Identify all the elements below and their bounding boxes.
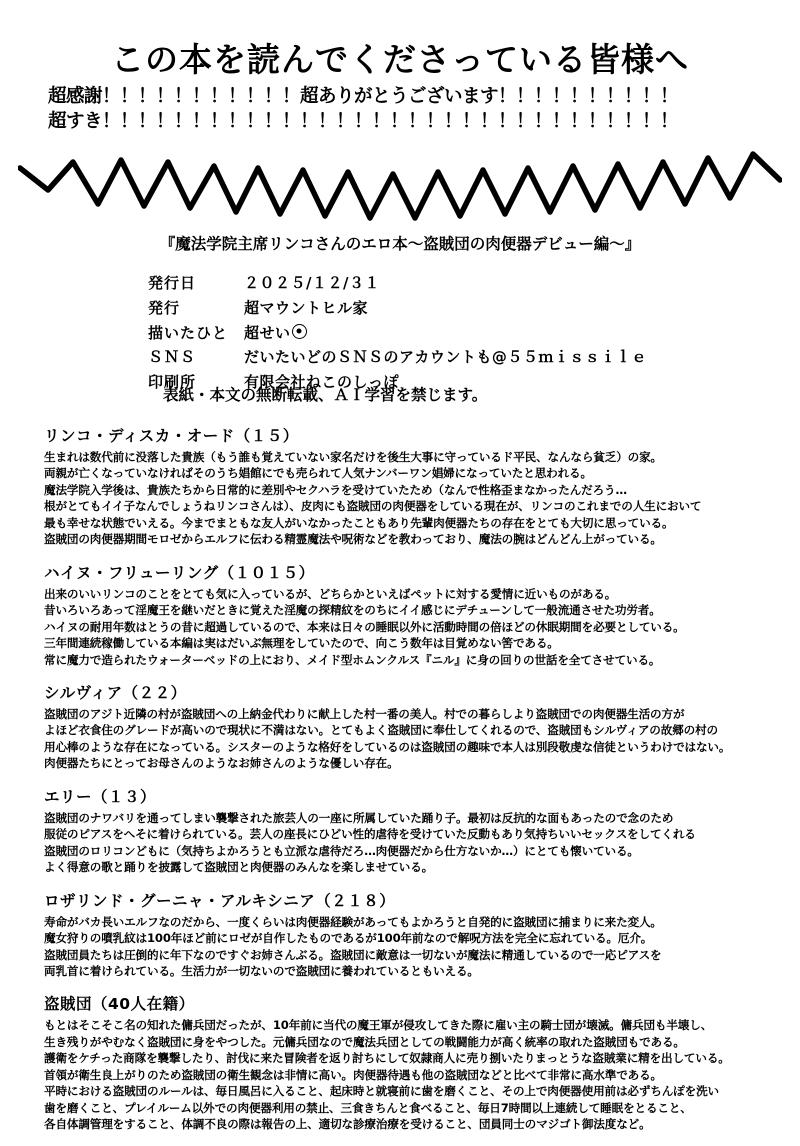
thanks-line-2: 超すき！！！！！！！！！！！！！！！！！！！！！！！！！！！！！！！！	[48, 111, 679, 133]
colophon-label: ＳＮＳ	[148, 348, 197, 367]
profile-body	[44, 449, 760, 548]
profile-body	[44, 810, 760, 876]
colophon-value: 超マウントヒル家	[244, 298, 369, 317]
profile-name: リンコ・ディスカ・オード（１５）	[44, 427, 299, 445]
profile-line: 盗賊団のナワバリを通ってしまい襲撃された旅芸人の一座に所属していた踊り子。最初は反抗的な面もあったので念のため	[44, 810, 674, 825]
colophon-label: 発行	[148, 298, 181, 317]
profile-bandit-group	[44, 992, 760, 1132]
profile-line: 常に魔力で造られたウォーターベッドの上におり、メイド型ホムンクルス『ニル』に身の回りの世話を全てさせている。	[44, 652, 661, 667]
colophon-label: 印刷所	[148, 373, 197, 392]
profile-line: 各自体調管理をすること、体調不良の際は報告の上、適切な診療治療を受けること、団員同士のマジゴト御法度など。	[44, 1117, 651, 1132]
profile-line: 用心棒のような存在になっている。シスターのような格好をしているのは盗賊団の趣味で本人は別段敬虔な信徒というわけではない。	[44, 739, 731, 754]
profile-line: よく得意の歌と踊りを披露して盗賊団と肉便器のみんなを楽しませている。	[44, 860, 434, 875]
squiggle-divider-icon	[18, 132, 782, 227]
colophon-value: だいたいどのＳＮＳのアカウントも@５５ｍｉｓｓｉｌｅ	[244, 348, 647, 367]
colophon-row	[148, 346, 647, 371]
profile-line: 肉便器たちにとってお母さんのようなお姉さんのような優しい存在。	[44, 756, 399, 771]
profile-name: ロザリンド・グーニャ・アルキシニア（２１８）	[44, 891, 396, 910]
profile-name: ハイヌ・フリューリング（１０１５）	[44, 563, 315, 582]
profile-line: 両親が亡くなっていなければそのうち娼館にでも売られて人気ナンバーワン娼婦になっていたと思われる。	[44, 466, 592, 481]
profile-line: よほど衣食住のグレードが高いので現状に不満はない。とてもよく盗賊団に奉仕してくれるので、盗賊団もシルヴィアの故郷の村の	[44, 723, 718, 738]
profile-line: 盗賊団のアジト近隣の村が盗賊団への上納金代わりに献上した村一番の美人。村での暮らしより盗賊団での肉便器生活の方が	[44, 706, 685, 721]
profile-body	[44, 1017, 760, 1132]
profile-line: 出来のいいリンコのことをとても気に入っているが、どちらかといえばペットに対する愛情に近いものがある。	[44, 586, 617, 601]
profile-line: 盗賊団のロリコンどもに（気持ちよかろうとも立派な虐待だろ…肉便器だから仕方ないか…）にとても懐いている。	[44, 843, 639, 858]
profile-line: 平時における盗賊団のルールは、毎日風呂に入ること、起床時と就寝前に歯を磨くこと、その上で肉便器使用前は必ずちんぽを洗い	[44, 1084, 719, 1099]
circled-dot-icon	[292, 324, 307, 339]
colophon-row	[148, 322, 647, 347]
profile-line: 歯を磨くこと、プレイルーム以外での肉便器利用の禁止、三食きちんと食べること、毎日7時間以上連続して睡眠をとること、	[44, 1100, 692, 1115]
colophon-label: 描いたひと	[148, 323, 229, 342]
copyright-notice: 表紙・本文の無断転載、ＡＩ学習を禁じます。	[163, 386, 488, 404]
character-profiles	[44, 424, 760, 1146]
profile-name: 盗賊団（40人在籍）	[44, 995, 195, 1014]
profile-erie	[44, 785, 760, 876]
profile-line: 両乳首に着けられている。生活力が一切ないので盗賊団に養われているともいえる。	[44, 963, 479, 978]
profile-line: 魔女狩りの噴乳紋は100年ほど前にロゼが自作したものであるが100年前なので解呪方法を完全に忘れている。厄介。	[44, 931, 653, 946]
profile-body	[44, 706, 760, 772]
profile-line: 根がとてもイイ子なんでしょうねリンコさんは）、皮肉にも盗賊団の肉便器をしている現在が、リンコのこれまでの人生において	[44, 499, 702, 514]
profile-line: 三年間連続稼働している本編は実はだいぶ無理をしていたので、向こう数年は目覚めない筈である。	[44, 636, 559, 651]
profile-line: 寿命がバカ長いエルフなのだから、一度くらいは肉便器経験があってもよかろうと自発的に盗賊団に捕まりに来た変人。	[44, 914, 662, 929]
profile-body	[44, 586, 760, 668]
thanks-block	[48, 84, 768, 134]
profile-rosalind	[44, 889, 760, 980]
colophon-table	[148, 272, 647, 396]
colophon-value: 有限会社ねこのしっぽ	[244, 373, 400, 392]
profile-line: 盗賊団の肉便器期間モロゼからエルフに伝わる精霊魔法や呪術などを教わっており、魔法の腕はどんどん上がっている。	[44, 532, 662, 547]
profile-name: シルヴィア（２２）	[44, 683, 187, 702]
profile-line: もとはそこそこ名の知れた傭兵団だったが、10年前に当代の魔王軍が侵攻してきた際に雇い主の騎士団が壊滅。傭兵団も半壊し、	[44, 1018, 713, 1033]
profile-line: ハイヌの耐用年数はとうの昔に超過しているので、本来は日々の睡眠以外に活動時間の倍ほどの休眠期間を必要としている。	[44, 619, 685, 634]
profile-line: 服従のピアスをへそに着けられている。芸人の座長にひどい性的虐待を受けていた反動もあり気持ちいいセックスをしてくれる	[44, 827, 696, 842]
profile-name: エリー（１３）	[44, 787, 157, 806]
profile-line: 最も幸せな状態でいえる。今までまともな友人がいなかったこともあり先輩肉便器たちの存在をとても大切に思っている。	[44, 515, 674, 530]
colophon-value: ２０２５/１２/３１	[244, 274, 380, 292]
colophon-row	[148, 272, 647, 297]
book-title: 『魔法学院主席リンコさんのエロ本〜盗賊団の肉便器デビュー編〜』	[159, 235, 641, 253]
profile-line: 護衛をケチった商隊を襲撃したり、討伐に来た冒険者を返り討ちにして奴隷商人に売り捌いたりまっとうな盗賊業に精を出している。	[44, 1051, 730, 1066]
colophon-value: 超せい	[244, 323, 291, 342]
colophon-label: 発行日	[148, 274, 197, 292]
profile-line: 生まれは数代前に没落した貴族（もう誰も覚えていない家名だけを後生大事に守っているド平民、なんなら貧乏）の家。	[44, 450, 662, 464]
colophon-row	[148, 297, 647, 322]
thanks-line-1: 超感謝！！！！！！！！！！！超ありがとうございます！！！！！！！！！！	[48, 86, 679, 107]
profile-silvia	[44, 681, 760, 772]
colophon-value-wrap	[244, 322, 647, 347]
profile-line: 生き残りがやむなく盗賊団に身をやつした。元傭兵団なので魔法兵団としての戦闘能力が高く統率の取れた盗賊団もである。	[44, 1034, 685, 1049]
page-title: この本を読んでくださっている皆様へ	[111, 40, 689, 79]
profile-body	[44, 914, 760, 980]
profile-rinko	[44, 424, 760, 548]
profile-line: 昔いろいろあって淫魔王を継いだときに覚えた淫魔の探精紋をのちにイイ感じにデチューンして一般流通させた功労者。	[44, 603, 661, 618]
profile-heine	[44, 561, 760, 668]
profile-line: 魔法学院入学後は、貴族たちから日常的に差別やセクハラを受けていたため（なんで性格歪まなかったんだろう…	[44, 482, 627, 497]
profile-line: 盗賊団員たちは圧倒的に年下なのですぐお姉さんぶる。盗賊団に敵意は一切ないが魔法に精通しているので一応ピアスを	[44, 947, 662, 962]
profile-line: 首領が衛生良上がりのため盗賊団の衛生観念は非情に高い。肉便器待遇も他の盗賊団などと比べて非常に高水準である。	[44, 1067, 662, 1082]
